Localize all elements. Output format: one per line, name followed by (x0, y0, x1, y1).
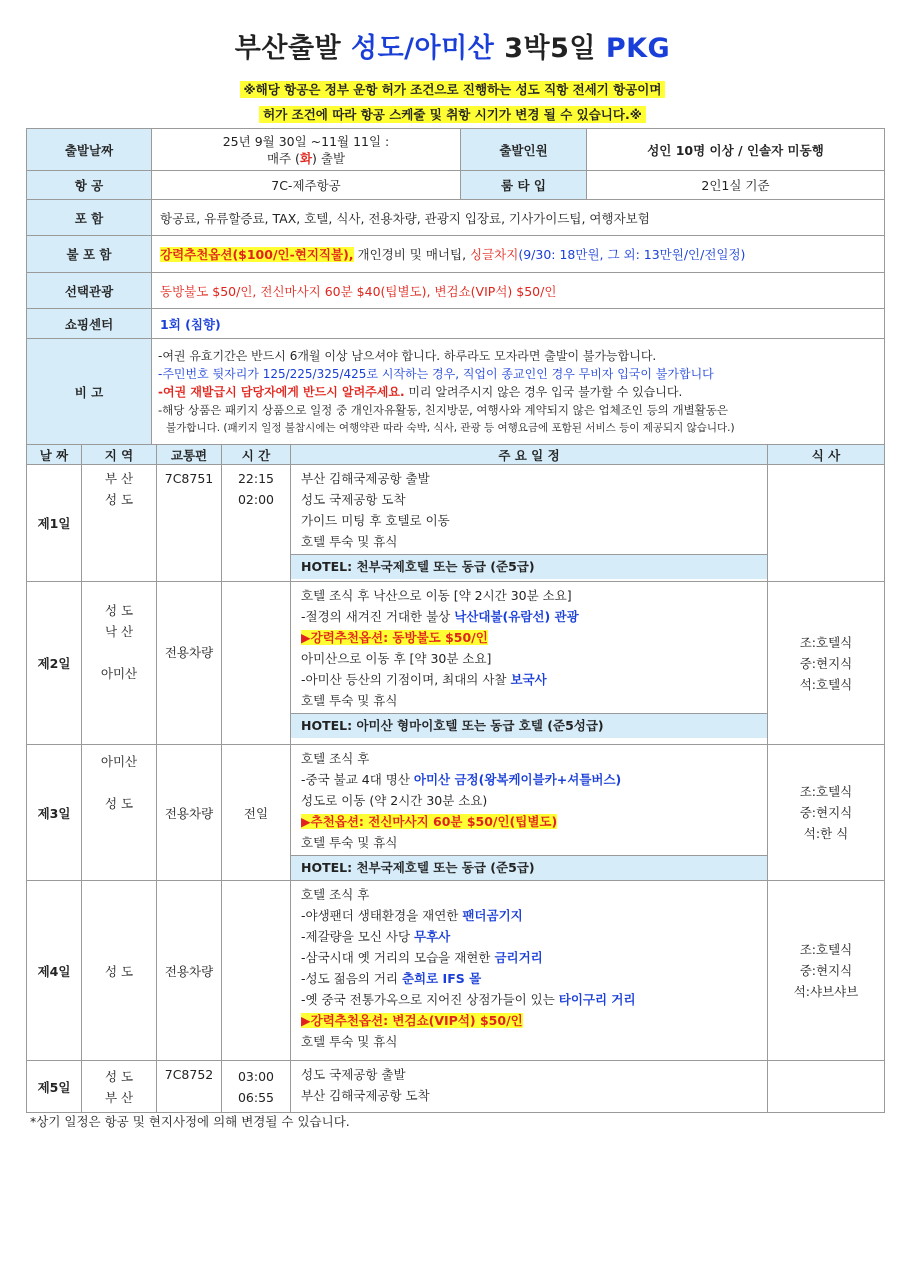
day-label: 제5일 (27, 1061, 82, 1113)
day-label: 제3일 (27, 745, 82, 881)
day-label: 제4일 (27, 881, 82, 1061)
info-table (26, 128, 885, 445)
day-area: 부 산 성 도 (82, 465, 157, 582)
day-area: 성 도 부 산 (82, 1061, 157, 1113)
header-time: 시 간 (222, 445, 291, 465)
day-meals: 조:호텔식 중:현지식 석:샤브샤브 (768, 881, 885, 1061)
day-area: 성 도 낙 산 아미산 (82, 582, 157, 745)
day-area: 아미산 성 도 (82, 745, 157, 881)
header-transport: 교통편 (157, 445, 222, 465)
header-date: 날 짜 (27, 445, 82, 465)
header-area: 지 역 (82, 445, 157, 465)
day-itinerary: 호텔 조식 후 -중국 불교 4대 명산 아미산 금정(왕복케이블카+셔틀버스) 성도로 이동 (약 2시간 30분 소요) ▶추천옵션: 전신마사지 60분 $50/인(팁별도) 호텔 투숙 및 휴식 HOTEL: 천부국제호텔 또는 동급 (준5급) (291, 745, 768, 881)
include-label: 포 함 (27, 200, 152, 236)
day-time: 전일 (222, 745, 291, 881)
day-itinerary: 호텔 조식 후 낙산으로 이동 [약 2시간 30분 소요] -절경의 새겨진 거대한 불상 낙산대불(유람선) 관광 ▶강력추천옵션: 동방불도 $50/인 아미산으로 이동 후 [약 30분 소요] -아미산 등산의 기점이며, 최대의 사찰 보국사 호텔 투숙 및 휴식 HOTEL: 아미산 형마이호텔 또는 동급 호텔 (준5성급) (291, 582, 768, 745)
day-transport: 전용차량 (157, 745, 222, 881)
page-title: 부산출발 성도/아미산 3박5일 PKG (234, 33, 671, 64)
exclude-value: 강력추천옵션($100/인-현지직불), 개인경비 및 매너팁, 싱글차지(9/30: 18만원, 그 외: 13만원/인/전일정) (152, 236, 885, 273)
schedule-table (26, 444, 885, 1113)
day-meals: 조:호텔식 중:현지식 석:호텔식 (768, 582, 885, 745)
room-value: 2인1실 기준 (587, 171, 885, 200)
header-itinerary: 주 요 일 정 (291, 445, 768, 465)
header-meals: 식 사 (768, 445, 885, 465)
day-row-3 (27, 745, 885, 881)
day-time (222, 881, 291, 1061)
day-label: 제1일 (27, 465, 82, 582)
day-meals (768, 465, 885, 582)
notice-line-2: 허가 조건에 따라 항공 스케줄 및 취항 시기가 변경 될 수 있습니다.※ (0, 105, 905, 123)
shopping-value: 1회 (침향) (152, 309, 885, 339)
day-itinerary: 호텔 조식 후 -야생팬더 생태환경을 재연한 팬더곰기지 -제갈량을 모신 사당 무후사 -삼국시대 옛 거리의 모습을 재현한 금리거리 -성도 젊음의 거리 춘희로 IFS 몰 -옛 중국 전통가옥으로 지어진 상점가들이 있는 타이구리 거리 ▶강력추천옵션: 변검쇼(VIP석) $50/인 호텔 투숙 및 휴식 (291, 881, 768, 1061)
day-time: 22:15 02:00 (222, 465, 291, 582)
exclude-label: 불 포 함 (27, 236, 152, 273)
room-label: 룸 타 입 (461, 171, 587, 200)
day-meals: 조:호텔식 중:현지식 석:한 식 (768, 745, 885, 881)
day-row-4 (27, 881, 885, 1061)
day-area: 성 도 (82, 881, 157, 1061)
day-time (222, 582, 291, 745)
day-transport: 전용차량 (157, 582, 222, 745)
day-meals (768, 1061, 885, 1113)
departure-label: 출발날짜 (27, 129, 152, 171)
day-transport: 7C8751 (157, 465, 222, 582)
include-value: 항공료, 유류할증료, TAX, 호텔, 식사, 전용차량, 관광지 입장료, 기사가이드팁, 여행자보험 (152, 200, 885, 236)
day-transport: 전용차량 (157, 881, 222, 1061)
persons-value: 성인 10명 이상 / 인솔자 미동행 (587, 129, 885, 171)
day-itinerary: 성도 국제공항 출발 부산 김해국제공항 도착 (291, 1061, 768, 1113)
option-value: 동방불도 $50/인, 전신마사지 60분 $40(팁별도), 변검쇼(VIP석) $50/인 (152, 273, 885, 309)
day-row-1 (27, 465, 885, 582)
day-time: 03:00 06:55 (222, 1061, 291, 1113)
footer-note: *상기 일정은 항공 및 현지사정에 의해 변경될 수 있습니다. (30, 1114, 350, 1129)
remarks-value: -여권 유효기간은 반드시 6개월 이상 남으셔야 합니다. 하루라도 모자라면 출발이 불가능합니다. -주민번호 뒷자리가 125/225/325/425로 시작하는 경우, 직업이 종교인인 경우 무비자 입국이 불가합니다 -여권 재발급시 담당자에게 반드시 알려주세요. 미리 알려주시지 않은 경우 입국 불가할 수 있습니다. -해당 상품은 패키지 상품으로 일정 중 개인자유활동, 친지방문, 여행사와 계약되지 않은 업체조인 등의 개별활동은 불가합니다. (패키지 일정 불참시에는 여행약관 따라 숙박, 식사, 관광 등 여행요금에 포함된 서비스 등이 제공되지 않습니다.) (152, 339, 885, 445)
airline-label: 항 공 (27, 171, 152, 200)
departure-value: 25년 9월 30일 ~11월 11일 : 매주 (화) 출발 (152, 129, 461, 171)
day-row-5 (27, 1061, 885, 1113)
day-row-2 (27, 582, 885, 745)
shopping-label: 쇼핑센터 (27, 309, 152, 339)
day-transport: 7C8752 (157, 1061, 222, 1113)
persons-label: 출발인원 (461, 129, 587, 171)
notice-line-1: ※해당 항공은 정부 운항 허가 조건으로 진행하는 성도 직항 전세기 항공이며 (0, 80, 905, 98)
airline-value: 7C-제주항공 (152, 171, 461, 200)
hotel-info: HOTEL: 천부국제호텔 또는 동급 (준5급) (291, 855, 767, 880)
hotel-info: HOTEL: 천부국제호텔 또는 동급 (준5급) (291, 554, 767, 579)
day-itinerary: 부산 김해국제공항 출발 성도 국제공항 도착 가이드 미팅 후 호텔로 이동 호텔 투숙 및 휴식 HOTEL: 천부국제호텔 또는 동급 (준5급) (291, 465, 768, 582)
option-label: 선택관광 (27, 273, 152, 309)
remarks-label: 비 고 (27, 339, 152, 445)
day-label: 제2일 (27, 582, 82, 745)
hotel-info: HOTEL: 아미산 형마이호텔 또는 동급 호텔 (준5성급) (291, 713, 767, 738)
